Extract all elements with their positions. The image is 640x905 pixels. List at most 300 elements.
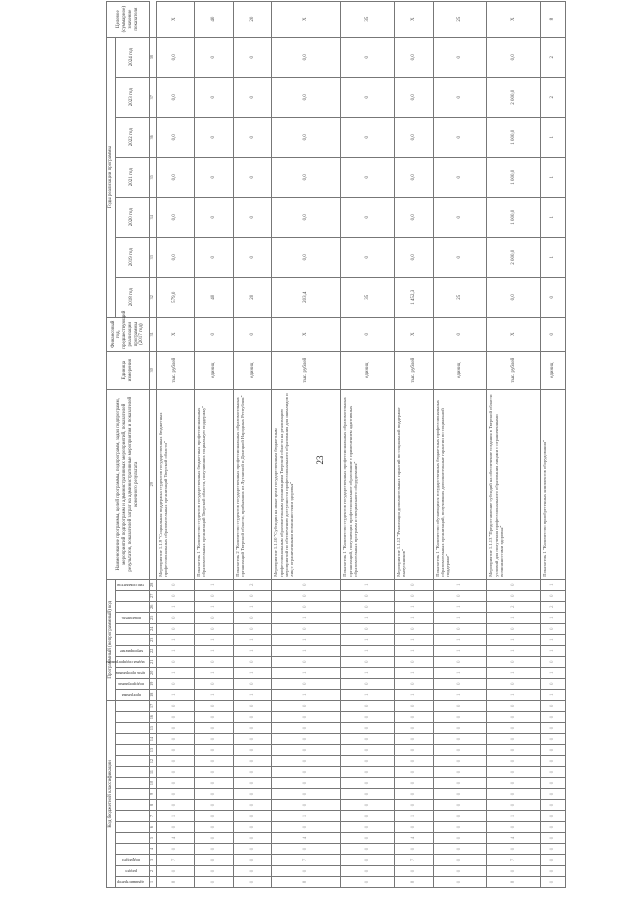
code-cell: 0 xyxy=(233,612,272,623)
code-cell: 0 xyxy=(233,656,272,667)
code-cell: 0 xyxy=(394,656,433,667)
row-first-year: X xyxy=(394,317,433,351)
year-header: 2019 год xyxy=(115,237,149,277)
column-number: 2 xyxy=(149,866,156,877)
row-unit: тыс. рублей xyxy=(156,351,195,389)
code-cell: 1 xyxy=(394,667,433,678)
row-year-value: 1 xyxy=(541,157,566,197)
code-col-header xyxy=(115,623,149,634)
code-cell: 0 xyxy=(195,866,234,877)
column-number: 19 xyxy=(149,678,156,689)
code-cell: 0 xyxy=(195,778,234,789)
code-cell: 0 xyxy=(195,822,234,833)
code-col-label: мероприятие xyxy=(119,649,143,655)
code-cell: 0 xyxy=(233,712,272,723)
code-cell: 0 xyxy=(156,756,195,767)
row-year-value: 0 xyxy=(233,37,272,77)
code-col-label: подраздел xyxy=(121,858,140,864)
code-cell: 1 xyxy=(541,612,566,623)
code-cell: 0 xyxy=(272,778,341,789)
code-cell: 0 xyxy=(394,866,433,877)
row-year-value: 0 xyxy=(341,237,395,277)
code-col-header xyxy=(115,833,149,844)
row-year-value: 0 xyxy=(341,117,395,157)
code-cell: 1 xyxy=(487,645,541,656)
table-row xyxy=(272,1,341,887)
row-year-value: 1 xyxy=(541,237,566,277)
code-cell: 0 xyxy=(233,877,272,888)
code-cell: 0 xyxy=(341,590,395,601)
table-row xyxy=(394,1,433,887)
year-header: 2023 год xyxy=(115,77,149,117)
column-number: 25 xyxy=(149,612,156,623)
code-cell: 0 xyxy=(272,712,341,723)
code-cell: 0 xyxy=(341,712,395,723)
column-number: 20 xyxy=(149,667,156,678)
column-number: 29 xyxy=(149,389,156,579)
row-year-value: 0 xyxy=(195,117,234,157)
code-col-label: подпрограмма xyxy=(117,682,144,688)
code-cell: 1 xyxy=(341,689,395,700)
code-cell: 0 xyxy=(487,723,541,734)
row-year-value: 0,0 xyxy=(272,77,341,117)
code-cell: 2 xyxy=(541,601,566,612)
row-first-year: X xyxy=(272,317,341,351)
row-first-year: X xyxy=(487,317,541,351)
code-cell: 0 xyxy=(233,745,272,756)
table-row xyxy=(156,1,195,887)
code-cell: 0 xyxy=(487,712,541,723)
column-number: 31 xyxy=(149,317,156,351)
code-cell: 1 xyxy=(433,667,487,678)
code-cell: 0 xyxy=(541,877,566,888)
code-cell: 0 xyxy=(233,767,272,778)
code-cell: 0 xyxy=(341,822,395,833)
code-col-header xyxy=(115,822,149,833)
code-cell: 0 xyxy=(341,844,395,855)
code-cell: 0 xyxy=(195,700,234,711)
code-cell: 0 xyxy=(156,866,195,877)
code-cell: 1 xyxy=(433,579,487,590)
code-cell: 0 xyxy=(233,723,272,734)
code-cell: 0 xyxy=(233,855,272,866)
code-cell: 0 xyxy=(341,723,395,734)
row-year-value: 35 xyxy=(341,277,395,317)
code-col-header xyxy=(115,700,149,711)
code-cell: 0 xyxy=(272,789,341,800)
row-year-value: 2 xyxy=(541,37,566,77)
code-col-header xyxy=(115,612,149,623)
rotated-table-wrapper xyxy=(105,5,566,888)
code-cell: 1 xyxy=(394,601,433,612)
code-cell: 1 xyxy=(156,689,195,700)
code-cell: 0 xyxy=(272,590,341,601)
code-cell: 0 xyxy=(195,811,234,822)
row-first-year: 0 xyxy=(233,317,272,351)
code-cell: 0 xyxy=(156,723,195,734)
code-cell: 0 xyxy=(433,844,487,855)
row-name: Мероприятие 1.1.10 "Субсидии на иные цели государственным бюджетным профессиональным образовательным организациям Тверской области на реализацию мероприятий по обеспечению доступности профессионального образования для инвалидов и лиц с ограниченными возможностями здоровья" xyxy=(272,389,341,579)
code-cell: 0 xyxy=(394,756,433,767)
column-number: 26 xyxy=(149,601,156,612)
column-number-row xyxy=(149,1,156,887)
row-name: Показатель 1 "Количество приобретенных комплектов оборудования" xyxy=(541,389,566,579)
code-cell: 1 xyxy=(394,811,433,822)
code-col-label: администратор xyxy=(117,880,145,886)
code-cell: 1 xyxy=(433,612,487,623)
code-cell: 0 xyxy=(272,844,341,855)
code-col-header xyxy=(115,778,149,789)
row-year-value: 0 xyxy=(341,197,395,237)
code-cell: 0 xyxy=(272,745,341,756)
column-number: 5 xyxy=(149,833,156,844)
code-cell: 1 xyxy=(433,689,487,700)
column-number: 30 xyxy=(149,351,156,389)
code-cell: 0 xyxy=(195,833,234,844)
code-cell: 1 xyxy=(433,601,487,612)
code-cell: 0 xyxy=(541,811,566,822)
code-cell: 1 xyxy=(341,612,395,623)
code-cell: 0 xyxy=(487,789,541,800)
code-cell: 0 xyxy=(394,844,433,855)
row-unit: единиц xyxy=(433,351,487,389)
code-col-header xyxy=(115,877,149,888)
code-col-header xyxy=(115,678,149,689)
code-cell: 0 xyxy=(433,623,487,634)
code-cell: 0 xyxy=(487,800,541,811)
code-cell: 0 xyxy=(394,678,433,689)
column-number: 7 xyxy=(149,811,156,822)
row-name: Показатель 1 "Количество студентов государственных профессиональных образовательных организаций, получающих профессиональное образование с применением адаптивных образовательных программ и специального оборудования" xyxy=(341,389,395,579)
row-unit: тыс. рублей xyxy=(394,351,433,389)
code-cell: 0 xyxy=(341,855,395,866)
code-col-header xyxy=(115,800,149,811)
code-cell: 1 xyxy=(394,689,433,700)
code-cell: 0 xyxy=(433,800,487,811)
column-number: 12 xyxy=(149,756,156,767)
row-target: X xyxy=(156,1,195,37)
code-cell: 1 xyxy=(341,634,395,645)
column-number: 3 xyxy=(149,855,156,866)
code-cell: 0 xyxy=(487,590,541,601)
code-col-label: программа xyxy=(121,693,141,699)
code-cell: 1 xyxy=(233,667,272,678)
code-cell: 7 xyxy=(487,855,541,866)
code-cell: 0 xyxy=(233,789,272,800)
code-cell: 0 xyxy=(541,590,566,601)
column-number: 8 xyxy=(149,800,156,811)
code-cell: 0 xyxy=(233,778,272,789)
row-target: X xyxy=(272,1,341,37)
code-cell: 0 xyxy=(433,745,487,756)
row-year-value: 0,0 xyxy=(156,117,195,157)
row-name: Мероприятие 1.1.13 "Предоставление субсидий на обеспечение создания в Тверской области условий для получения профессионального образования лицами с ограниченными возможностями здоровья" xyxy=(487,389,541,579)
code-cell: 0 xyxy=(233,590,272,601)
column-number: 21 xyxy=(149,656,156,667)
code-cell: 0 xyxy=(341,734,395,745)
table-row xyxy=(541,1,566,887)
table-row xyxy=(341,1,395,887)
code-cell: 1 xyxy=(272,645,341,656)
row-target: 40 xyxy=(195,1,234,37)
code-cell: 0 xyxy=(541,800,566,811)
code-cell: 0 xyxy=(233,833,272,844)
code-cell: 0 xyxy=(541,756,566,767)
column-number: 17 xyxy=(149,700,156,711)
row-unit: единиц xyxy=(233,351,272,389)
code-cell: 1 xyxy=(487,689,541,700)
code-cell: 0 xyxy=(433,756,487,767)
row-year-value: 0,0 xyxy=(394,157,433,197)
code-cell: 0 xyxy=(233,756,272,767)
code-cell: 1 xyxy=(195,634,234,645)
row-target: X xyxy=(394,1,433,37)
code-cell: 0 xyxy=(394,700,433,711)
code-cell: 0 xyxy=(341,700,395,711)
code-cell: 0 xyxy=(433,778,487,789)
code-cell: 0 xyxy=(541,789,566,800)
code-cell: 0 xyxy=(195,590,234,601)
row-target: 8 xyxy=(541,1,566,37)
column-number: 23 xyxy=(149,634,156,645)
row-first-year: 0 xyxy=(541,317,566,351)
code-cell: 0 xyxy=(233,822,272,833)
code-cell: 0 xyxy=(195,877,234,888)
column-number: 24 xyxy=(149,623,156,634)
row-year-value: 0,0 xyxy=(394,237,433,277)
row-year-value: 0 xyxy=(195,37,234,77)
code-col-header xyxy=(105,656,149,667)
target-header: Целевое (суммарное) значение показателя xyxy=(107,1,150,37)
column-number: 28 xyxy=(149,579,156,590)
code-col-label: тип показателя xyxy=(117,583,145,589)
code-cell: 0 xyxy=(156,612,195,623)
row-year-value: 2 xyxy=(541,77,566,117)
code-cell: 0 xyxy=(394,723,433,734)
row-year-value: 2 000,0 xyxy=(487,77,541,117)
column-number: 15 xyxy=(149,723,156,734)
row-year-value: 0 xyxy=(233,237,272,277)
column-number: 14 xyxy=(149,734,156,745)
code-cell: 0 xyxy=(195,756,234,767)
code-cell: 1 xyxy=(156,667,195,678)
column-number: 33 xyxy=(149,237,156,277)
code-cell: 0 xyxy=(541,656,566,667)
code-cell: 1 xyxy=(541,579,566,590)
column-number: 34 xyxy=(149,197,156,237)
code-cell: 0 xyxy=(541,866,566,877)
code-cell: 0 xyxy=(487,623,541,634)
code-cell: 0 xyxy=(272,767,341,778)
row-year-value: 1 452,3 xyxy=(394,277,433,317)
code-cell: 7 xyxy=(156,855,195,866)
code-cell: 1 xyxy=(541,689,566,700)
column-number: 13 xyxy=(149,745,156,756)
code-cell: 1 xyxy=(233,634,272,645)
row-year-value: 203,4 xyxy=(272,277,341,317)
column-number: 18 xyxy=(149,689,156,700)
row-year-value: 0,0 xyxy=(487,277,541,317)
code-cell: 0 xyxy=(233,700,272,711)
code-cell: 0 xyxy=(394,745,433,756)
row-target: X xyxy=(487,1,541,37)
row-target: 25 xyxy=(433,1,487,37)
row-year-value: 0 xyxy=(233,77,272,117)
row-year-value: 25 xyxy=(433,277,487,317)
code-cell: 4 xyxy=(487,833,541,844)
code-cell: 0 xyxy=(433,712,487,723)
year-header: 2022 год xyxy=(115,117,149,157)
code-cell: 0 xyxy=(195,678,234,689)
code-cell: 0 xyxy=(272,756,341,767)
code-cell: 0 xyxy=(394,778,433,789)
code-cell: 1 xyxy=(272,612,341,623)
code-cell: 0 xyxy=(341,833,395,844)
column-number: 11 xyxy=(149,767,156,778)
code-cell: 0 xyxy=(341,656,395,667)
code-cell: 1 xyxy=(487,811,541,822)
code-cell: 0 xyxy=(195,623,234,634)
code-cell: 0 xyxy=(487,844,541,855)
column-number: 37 xyxy=(149,77,156,117)
code-cell: 0 xyxy=(541,855,566,866)
row-year-value: 0,0 xyxy=(272,157,341,197)
code-cell: 0 xyxy=(156,734,195,745)
code-cell: 1 xyxy=(156,634,195,645)
code-cell: 0 xyxy=(541,623,566,634)
code-cell: 0 xyxy=(341,678,395,689)
code-cell: 1 xyxy=(156,645,195,656)
code-cell: 0 xyxy=(156,678,195,689)
code-cell: 0 xyxy=(433,590,487,601)
code-cell: 0 xyxy=(433,866,487,877)
code-cell: 0 xyxy=(394,822,433,833)
code-col-header xyxy=(115,855,149,866)
table-body xyxy=(156,1,566,887)
code-cell: 0 xyxy=(433,723,487,734)
row-unit: тыс. рублей xyxy=(487,351,541,389)
column-number: 22 xyxy=(149,645,156,656)
code-cell: 0 xyxy=(195,723,234,734)
row-year-value: 0 xyxy=(433,77,487,117)
code-cell: 0 xyxy=(394,590,433,601)
code-cell: 0 xyxy=(156,579,195,590)
row-first-year: X xyxy=(156,317,195,351)
column-number: 1 xyxy=(149,877,156,888)
row-year-value: 1 000,0 xyxy=(487,157,541,197)
code-col-header xyxy=(115,756,149,767)
code-cell: 0 xyxy=(541,700,566,711)
code-cell: 8 xyxy=(156,877,195,888)
row-year-value: 0,0 xyxy=(272,37,341,77)
code-cell: 1 xyxy=(487,667,541,678)
table-row xyxy=(433,1,487,887)
code-col-header xyxy=(115,579,149,590)
code-cell: 0 xyxy=(541,734,566,745)
code-cell: 0 xyxy=(541,678,566,689)
row-year-value: 1 xyxy=(541,197,566,237)
code-cell: 0 xyxy=(541,767,566,778)
code-cell: 1 xyxy=(541,667,566,678)
code-cell: 0 xyxy=(272,822,341,833)
code-cell: 0 xyxy=(394,767,433,778)
row-year-value: 0 xyxy=(341,77,395,117)
code-cell: 0 xyxy=(341,800,395,811)
code-cell: 0 xyxy=(541,712,566,723)
code-cell: 1 xyxy=(272,811,341,822)
row-year-value: 1 000,0 xyxy=(487,197,541,237)
code-cell: 1 xyxy=(156,811,195,822)
row-year-value: 1 000,0 xyxy=(487,117,541,157)
code-cell: 0 xyxy=(272,800,341,811)
code-cell: 0 xyxy=(433,700,487,711)
code-cell: 0 xyxy=(272,700,341,711)
page-number: 23 xyxy=(315,455,325,465)
first-year-header: Финансовый год, предшествующий реализации программы (2017 год) xyxy=(107,317,150,351)
code-cell: 0 xyxy=(487,745,541,756)
code-col-header xyxy=(115,590,149,601)
code-cell: 0 xyxy=(156,712,195,723)
code-cell: 1 xyxy=(433,634,487,645)
row-year-value: 0 xyxy=(433,197,487,237)
code-cell: 0 xyxy=(487,579,541,590)
row-year-value: 2 000,0 xyxy=(487,237,541,277)
code-col-label: задача подпрограммы xyxy=(105,660,145,666)
code-cell: 0 xyxy=(433,767,487,778)
row-year-value: 0 xyxy=(433,37,487,77)
column-number: 4 xyxy=(149,844,156,855)
code-col-header xyxy=(115,689,149,700)
code-col-header xyxy=(115,844,149,855)
code-cell: 0 xyxy=(487,700,541,711)
code-cell: 1 xyxy=(233,601,272,612)
code-cell: 4 xyxy=(394,833,433,844)
row-year-value: 579,0 xyxy=(156,277,195,317)
row-year-value: 0 xyxy=(195,237,234,277)
row-unit: единиц xyxy=(341,351,395,389)
row-year-value: 0 xyxy=(341,157,395,197)
row-year-value: 0 xyxy=(233,117,272,157)
name-header: Наименование программы, целей программы, подпрограмм, задач подпрограмм, мероприятий подпрограмм и административных мероприятий, показателей результатов, показателей затрат на административные мероприятия и показателей конечного результата xyxy=(107,389,150,579)
code-cell: 0 xyxy=(341,811,395,822)
code-cell: 0 xyxy=(272,678,341,689)
table-row xyxy=(233,1,272,887)
code-cell: 1 xyxy=(272,667,341,678)
code-cell: 0 xyxy=(541,833,566,844)
code-cell: 0 xyxy=(195,844,234,855)
code-cell: 0 xyxy=(272,623,341,634)
code-cell: 0 xyxy=(195,745,234,756)
code-cell: 0 xyxy=(272,601,341,612)
column-number: 9 xyxy=(149,789,156,800)
row-name: Показатель 1 "Количество студентов государственных бюджетных профессиональных образовательных организаций Тверской области, получивших социальную поддержку" xyxy=(195,389,234,579)
row-year-value: 40 xyxy=(195,277,234,317)
code-cell: 0 xyxy=(195,800,234,811)
budget-code-header: Код бюджетной классификации xyxy=(107,700,116,887)
program-table xyxy=(106,1,566,888)
code-cell: 0 xyxy=(341,601,395,612)
row-year-value: 0 xyxy=(195,77,234,117)
code-cell: 1 xyxy=(394,645,433,656)
row-unit: тыс. рублей xyxy=(272,351,341,389)
code-cell: 0 xyxy=(233,866,272,877)
code-cell: 0 xyxy=(156,822,195,833)
row-name: Показатель 1 "Количество обучающихся государственных бюджетных профессиональных образовательных организаций, получивших дополнительные гарантии по социальной поддержке" xyxy=(433,389,487,579)
column-number: 16 xyxy=(149,712,156,723)
row-year-value: 0 xyxy=(541,277,566,317)
row-year-value: 0 xyxy=(433,157,487,197)
code-cell: 0 xyxy=(394,623,433,634)
